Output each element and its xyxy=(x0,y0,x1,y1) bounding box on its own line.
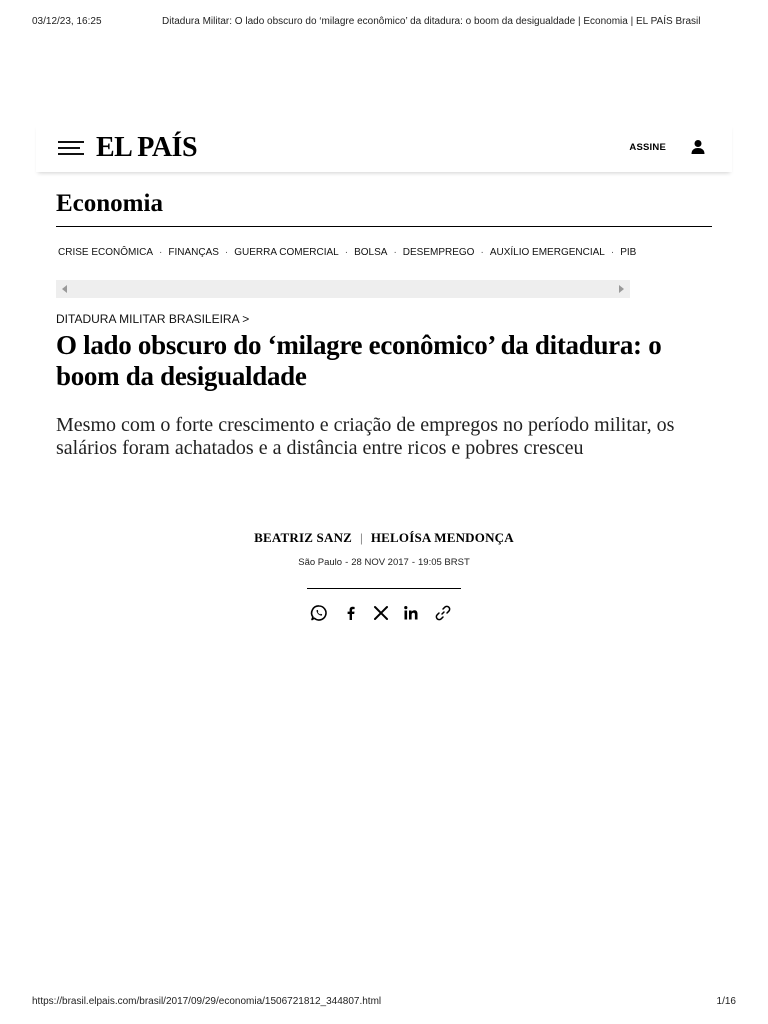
x-icon[interactable] xyxy=(372,604,390,622)
site-logo[interactable]: EL PAÍS xyxy=(96,132,198,163)
article-headline: O lado obscuro do ‘milagre econômico’ da ditadura: o boom da desigualdade xyxy=(56,330,662,391)
scroll-right-icon[interactable] xyxy=(619,285,624,293)
section-divider xyxy=(56,226,712,227)
share-bar xyxy=(310,604,456,622)
facebook-icon[interactable] xyxy=(342,604,360,622)
section-title[interactable]: Economia xyxy=(56,190,163,217)
whatsapp-icon[interactable] xyxy=(310,604,328,622)
subnav-separator: · xyxy=(224,247,229,258)
share-divider xyxy=(307,588,461,589)
subnav-separator: · xyxy=(344,247,349,258)
author-link[interactable]: HELOÍSA MENDONÇA xyxy=(370,530,514,545)
subnav-item-pib[interactable]: PIB xyxy=(620,247,637,258)
subnav-item-financas[interactable]: FINANÇAS xyxy=(168,247,219,258)
byline-separator: | xyxy=(360,530,363,545)
subnav-item-auxilio-emergencial[interactable]: AUXÍLIO EMERGENCIAL xyxy=(489,247,605,258)
site-header xyxy=(36,124,732,172)
author-link[interactable]: BEATRIZ SANZ xyxy=(254,530,353,545)
print-page-number: 1/16 xyxy=(716,996,736,1007)
print-date: 03/12/23, 16:25 xyxy=(32,16,102,27)
subnav-separator: · xyxy=(159,247,163,258)
menu-icon[interactable] xyxy=(58,141,84,155)
article-kicker[interactable]: DITADURA MILITAR BRASILEIRA > xyxy=(56,312,250,326)
user-icon[interactable] xyxy=(690,139,706,155)
subnav-item-bolsa[interactable]: BOLSA xyxy=(354,247,388,258)
subnav-separator: · xyxy=(393,247,397,258)
subnav-separator: · xyxy=(480,247,484,258)
subnav-item-guerra-comercial[interactable]: GUERRA COMERCIAL xyxy=(234,247,339,258)
article-date: 28 NOV 2017 xyxy=(351,557,409,568)
subscribe-link[interactable]: ASSINE xyxy=(629,142,666,153)
byline xyxy=(0,530,768,546)
subnav-scrollbar[interactable] xyxy=(56,280,630,298)
subnav-item-desemprego[interactable]: DESEMPREGO xyxy=(402,247,475,258)
print-url: https://brasil.elpais.com/brasil/2017/09/29/economia/1506721812_344807.html xyxy=(32,996,382,1007)
linkedin-icon[interactable] xyxy=(402,604,420,622)
article-time: 19:05 BRST xyxy=(418,557,470,568)
subnav-separator: · xyxy=(610,247,615,258)
article-subheadline: Mesmo com o forte crescimento e criação de empregos no período militar, os salários foram achatados e a distância entre ricos e pobres cresceu xyxy=(56,414,675,459)
subnav xyxy=(58,247,637,258)
subnav-item-crise-economica[interactable]: CRISE ECONÔMICA xyxy=(58,247,154,258)
link-icon[interactable] xyxy=(434,604,452,622)
article-location: São Paulo xyxy=(298,557,343,568)
dateline: São Paulo - 28 NOV 2017 - 19:05 BRST xyxy=(298,557,470,568)
print-document-title: Ditadura Militar: O lado obscuro do ‘milagre econômico’ da ditadura: o boom da desigualdade | Economia | EL PAÍS Brasil xyxy=(162,16,701,27)
scroll-left-icon[interactable] xyxy=(62,285,67,293)
